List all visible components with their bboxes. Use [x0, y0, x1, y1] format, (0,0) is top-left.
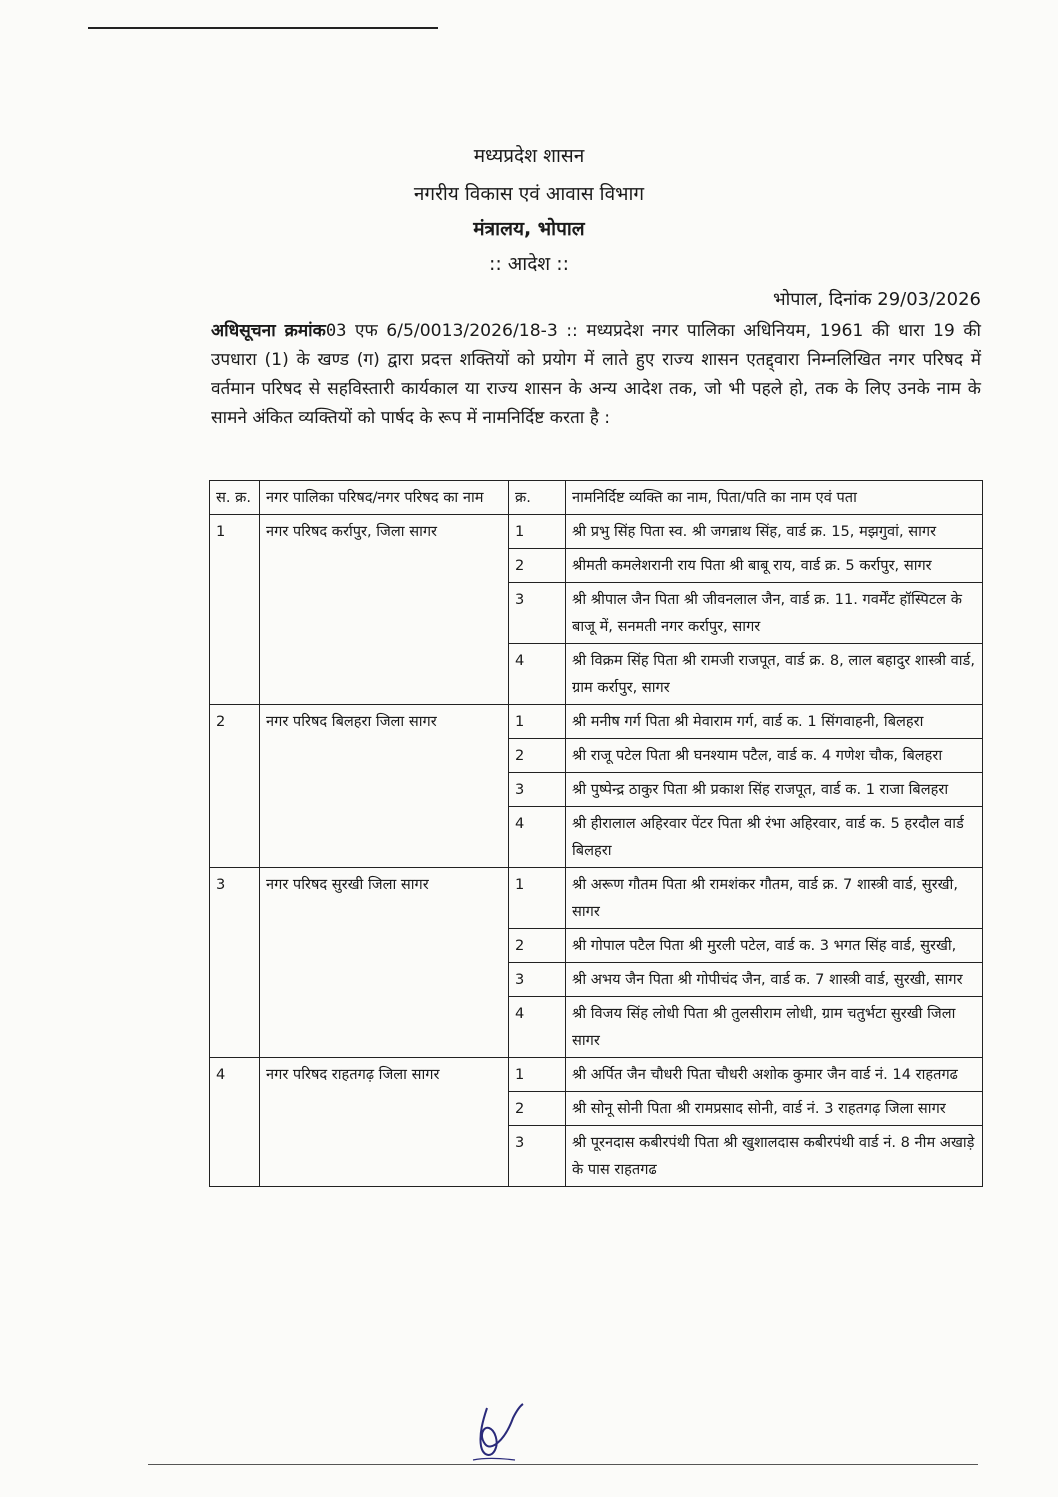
table-row — [210, 705, 983, 739]
council-name-cell: नगर परिषद सुरखी जिला सागर — [260, 868, 509, 1058]
council-name-cell: नगर परिषद बिलहरा जिला सागर — [260, 705, 509, 868]
member-number-cell: 2 — [509, 929, 566, 963]
member-detail-cell: श्री अरूण गौतम पिता श्री रामशंकर गौतम, वार्ड क्र. 7 शास्त्री वार्ड, सुरखी, सागर — [566, 868, 983, 929]
member-number-cell: 2 — [509, 1092, 566, 1126]
member-detail-cell: श्री अभय जैन पिता श्री गोपीचंद जैन, वार्ड क. 7 शास्त्री वार्ड, सुरखी, सागर — [566, 963, 983, 997]
table-header-row — [210, 481, 983, 515]
nomination-table — [209, 480, 983, 1187]
member-detail-cell: श्री गोपाल पटैल पिता श्री मुरली पटेल, वार्ड क. 3 भगत सिंह वार्ड, सुरखी, — [566, 929, 983, 963]
member-detail-cell: श्री विक्रम सिंह पिता श्री रामजी राजपूत, वार्ड क्र. 8, लाल बहादुर शास्त्री वार्ड, ग्राम कर्रापुर, सागर — [566, 644, 983, 705]
serial-number-cell: 3 — [210, 868, 260, 1058]
signature — [465, 1400, 525, 1462]
dateline: भोपाल, दिनांक 29/03/2026 — [772, 289, 981, 310]
member-number-cell: 3 — [509, 1126, 566, 1187]
header-detail: नामनिर्दिष्ट व्यक्ति का नाम, पिता/पति का नाम एवं पता — [566, 481, 983, 515]
header-no: क्र. — [509, 481, 566, 515]
member-detail-cell: श्री मनीष गर्ग पिता श्री मेवाराम गर्ग, वार्ड क. 1 सिंगवाहनी, बिलहरा — [566, 705, 983, 739]
bottom-rule — [148, 1464, 978, 1465]
table-row — [210, 868, 983, 929]
header-sno: स. क्र. — [210, 481, 260, 515]
council-name-cell: नगर परिषद राहतगढ़ जिला सागर — [260, 1058, 509, 1187]
member-number-cell: 4 — [509, 807, 566, 868]
ministry-location: मंत्रालय, भोपाल — [473, 218, 585, 240]
order-heading: :: आदेश :: — [488, 253, 570, 275]
member-number-cell: 2 — [509, 549, 566, 583]
member-number-cell: 1 — [509, 1058, 566, 1092]
member-number-cell: 1 — [509, 705, 566, 739]
member-detail-cell: श्री अर्पित जैन चौधरी पिता चौधरी अशोक कुमार जैन वार्ड नं. 14 राहतगढ — [566, 1058, 983, 1092]
header-council: नगर पालिका परिषद/नगर परिषद का नाम — [260, 481, 509, 515]
serial-number-cell: 4 — [210, 1058, 260, 1187]
member-detail-cell: श्रीमती कमलेशरानी राय पिता श्री बाबू राय, वार्ड क्र. 5 कर्रापुर, सागर — [566, 549, 983, 583]
member-detail-cell: श्री श्रीपाल जैन पिता श्री जीवनलाल जैन, वार्ड क्र. 11. गवर्मेंट हॉस्पिटल के बाजू में, सनमती नगर कर्रापुर, सागर — [566, 583, 983, 644]
intro-paragraph — [211, 317, 981, 433]
notification-label: अधिसूचना क्रमांक — [211, 321, 326, 341]
member-number-cell: 1 — [509, 515, 566, 549]
member-detail-cell: श्री राजू पटेल पिता श्री घनश्याम पटैल, वार्ड क. 4 गणेश चौक, बिलहरा — [566, 739, 983, 773]
member-number-cell: 3 — [509, 583, 566, 644]
member-detail-cell: श्री पुष्पेन्द्र ठाकुर पिता श्री प्रकाश सिंह राजपूत, वार्ड क. 1 राजा बिलहरा — [566, 773, 983, 807]
member-number-cell: 3 — [509, 773, 566, 807]
council-name-cell: नगर परिषद कर्रापुर, जिला सागर — [260, 515, 509, 705]
intro-text: एफ 6/5/0013/2026/18-3 :: मध्यप्रदेश नगर पालिका अधिनियम, 1961 की धारा 19 की उपधारा (1) के खण्ड (ग) द्वारा प्रदत्त शक्तियों को प्रयोग में लाते हुए राज्य शासन एतद्द्वारा निम्नलिखित नगर परिषद में वर्तमान परिषद से सहविस्तारी कार्यकाल या राज्य शासन के अन्य आदेश तक, जो भी पहले हो, तक के लिए उनके नाम के सामने अंकित व्यक्तियों को पार्षद के रूप में नामनिर्दिष्ट करता है : — [211, 321, 981, 428]
member-number-cell: 2 — [509, 739, 566, 773]
member-detail-cell: श्री पूरनदास कबीरपंथी पिता श्री खुशालदास कबीरपंथी वार्ड नं. 8 नीम अखाड़े के पास राहतगढ — [566, 1126, 983, 1187]
member-number-cell: 4 — [509, 997, 566, 1058]
member-detail-cell: श्री हीरालाल अहिरवार पेंटर पिता श्री रंभा अहिरवार, वार्ड क. 5 हरदौल वार्ड बिलहरा — [566, 807, 983, 868]
table-row — [210, 1058, 983, 1092]
top-rule — [88, 27, 438, 29]
member-detail-cell: श्री प्रभु सिंह पिता स्व. श्री जगन्नाथ सिंह, वार्ड क्र. 15, मझगुवां, सागर — [566, 515, 983, 549]
notification-number: 03 — [325, 321, 347, 341]
table-body — [210, 515, 983, 1187]
govt-title: मध्यप्रदेश शासन — [473, 145, 585, 167]
member-detail-cell: श्री विजय सिंह लोधी पिता श्री तुलसीराम लोधी, ग्राम चतुर्भटा सुरखी जिला सागर — [566, 997, 983, 1058]
member-detail-cell: श्री सोनू सोनी पिता श्री रामप्रसाद सोनी, वार्ड नं. 3 राहतगढ़ जिला सागर — [566, 1092, 983, 1126]
member-number-cell: 4 — [509, 644, 566, 705]
table-row — [210, 515, 983, 549]
serial-number-cell: 1 — [210, 515, 260, 705]
serial-number-cell: 2 — [210, 705, 260, 868]
member-number-cell: 1 — [509, 868, 566, 929]
department-title: नगरीय विकास एवं आवास विभाग — [413, 183, 645, 205]
member-number-cell: 3 — [509, 963, 566, 997]
